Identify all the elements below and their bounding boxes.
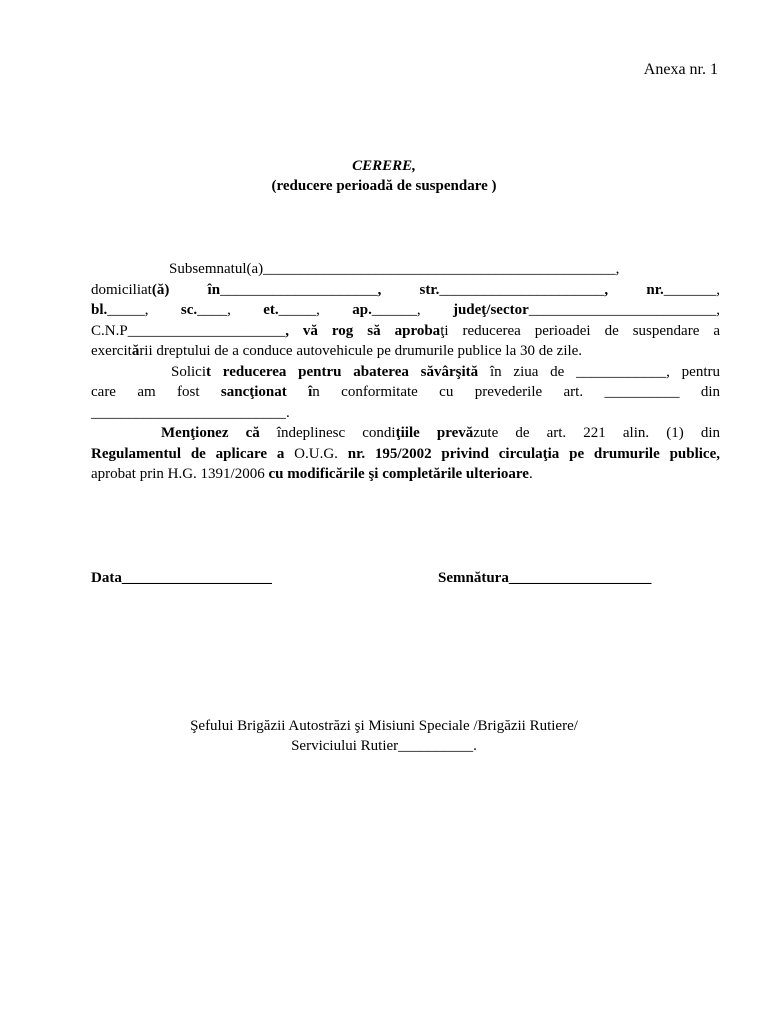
floor-field: _____, (278, 302, 320, 318)
body-line-cnp: C.N.P_____________________, vă rog să aprobaţi reducerea perioadei de suspendare a (91, 322, 720, 339)
name-label: Subsemnatul(a) (169, 261, 264, 277)
number-field: _______, (663, 281, 721, 298)
addressee-block (0, 716, 768, 756)
city-field: _____________________ (220, 281, 378, 298)
addressee-line-1: Şefului Brigăzii Autostrăzi şi Misiuni Speciale /Brigăzii Rutiere/ (190, 718, 578, 734)
document-title: CERERE, (352, 158, 416, 174)
body-line-mention: Menţionez că îndeplinesc condiţiile prevăzute de art. 221 alin. (1) din (161, 425, 721, 441)
body-line-building: bl._____, sc.____, et._____, ap.______, judeţ/sector_________________________, (91, 302, 721, 318)
stair-field: ____, (197, 302, 231, 318)
body-line-blank (91, 403, 720, 424)
cnp-field: _____________________ (127, 322, 286, 339)
date-line: ____________________ (121, 570, 272, 586)
body-line-address: domiciliat(ă) în_____________________, str.______________________, nr._______, (91, 281, 721, 298)
domicile-label: domiciliat (91, 281, 152, 298)
body-line-name (91, 259, 720, 280)
signature-field (438, 570, 651, 587)
date-field (91, 570, 272, 587)
addressee-line-2: Serviciului Rutier__________. (291, 738, 477, 754)
name-field: _______________________________________________, (263, 261, 620, 277)
block-field: _____, (107, 302, 149, 318)
county-field: _________________________, (528, 302, 721, 318)
request-body (91, 259, 720, 485)
document-subtitle: (reducere perioadă de suspendare ) (271, 178, 497, 194)
signature-label: Semnătura (438, 570, 509, 586)
body-line-regulation: Regulamentul de aplicare a O.U.G. nr. 195/2002 privind circulaţia pe drumurile publice, (91, 445, 721, 462)
annex-label: Anexa nr. 1 (643, 61, 718, 78)
date-label: Data (91, 570, 122, 586)
body-line-sanction: care am fost sancţionat în conformitate cu prevederile art. __________ din (91, 384, 720, 400)
body-line-request: Solicit reducerea pentru abaterea săvârşită în ziua de ____________, pentru (171, 363, 720, 380)
cnp-label: C.N.P (91, 322, 128, 339)
article-field: __________________________. (91, 404, 290, 421)
body-line-rights: exercitării dreptului de a conduce autovehicule pe drumurile publice la 30 de zile. (91, 343, 583, 359)
body-line-approved: aprobat prin H.G. 1391/2006 cu modificările şi completările ulterioare. (91, 466, 533, 482)
street-field: ______________________ (439, 281, 605, 298)
signature-line: ___________________ (508, 570, 652, 586)
apartment-field: ______, (371, 302, 421, 318)
title-block (0, 156, 768, 196)
